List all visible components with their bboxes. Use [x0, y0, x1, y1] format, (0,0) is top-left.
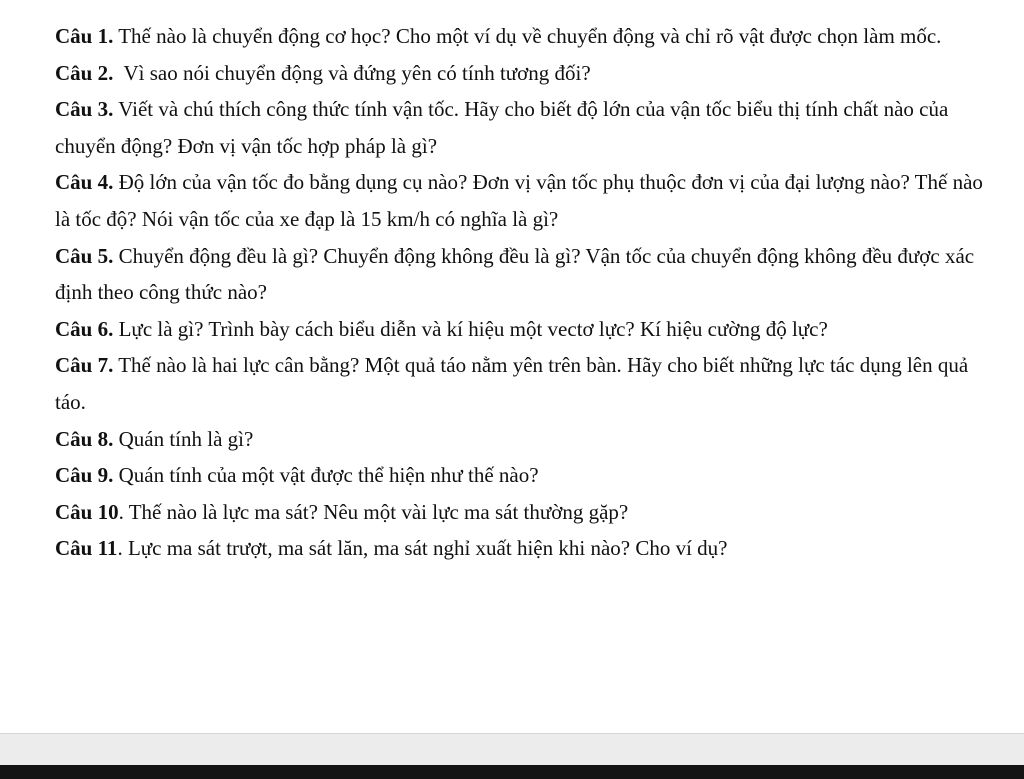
- question-text: . Thế nào là lực ma sát? Nêu một vài lực ma sát thường gặp?: [118, 499, 629, 524]
- question-text: Quán tính của một vật được thể hiện như thế nào?: [113, 463, 539, 488]
- question-7: [55, 347, 995, 420]
- question-list: [55, 18, 995, 567]
- question-label: Câu 5.: [55, 243, 114, 268]
- question-9: [55, 457, 995, 494]
- question-text: Độ lớn của vận tốc đo bằng dụng cụ nào? Đơn vị vận tốc phụ thuộc đơn vị của đại lượng nào? Thế nào là tốc độ? Nói vận tốc của xe đạp là 15 km/h có nghĩa là gì?: [55, 170, 983, 231]
- question-label: Câu 8.: [55, 426, 114, 451]
- page-gap: [0, 733, 1024, 766]
- question-text: Viết và chú thích công thức tính vận tốc. Hãy cho biết độ lớn của vận tốc biểu thị tính chất nào của chuyển động? Đơn vị vận tốc hợp pháp là gì?: [55, 97, 949, 158]
- question-11: [55, 530, 995, 567]
- question-4: [55, 164, 995, 237]
- question-label: Câu 4.: [55, 170, 114, 195]
- question-8: [55, 421, 995, 458]
- question-text: Thế nào là chuyển động cơ học? Cho một ví dụ về chuyển động và chỉ rõ vật được chọn làm mốc.: [113, 24, 942, 48]
- question-5: [55, 238, 995, 311]
- question-1: [55, 18, 995, 55]
- question-text: Vì sao nói chuyển động và đứng yên có tính tương đối?: [113, 60, 591, 85]
- question-text: Chuyển động đều là gì? Chuyển động không đều là gì? Vận tốc của chuyển động không đều được xác định theo công thức nào?: [55, 243, 975, 305]
- question-text: . Lực ma sát trượt, ma sát lăn, ma sát nghỉ xuất hiện khi nào? Cho ví dụ?: [117, 536, 728, 561]
- question-text: Quán tính là gì?: [113, 426, 254, 451]
- question-6: [55, 311, 995, 348]
- question-label: Câu 10: [55, 499, 119, 524]
- question-text: Thế nào là hai lực cân bằng? Một quả táo nằm yên trên bàn. Hãy cho biết những lực tác dụng lên quả táo.: [55, 353, 969, 414]
- question-label: Câu 7.: [55, 353, 114, 378]
- question-2: [55, 55, 995, 92]
- bottom-bar: [0, 765, 1024, 779]
- question-3: [55, 91, 995, 164]
- question-label: Câu 6.: [55, 316, 114, 341]
- question-label: Câu 1.: [55, 24, 114, 48]
- question-label: Câu 3.: [55, 97, 114, 122]
- question-label: Câu 9.: [55, 463, 114, 488]
- question-10: [55, 494, 995, 531]
- question-label: Câu 2.: [55, 60, 114, 85]
- question-label: Câu 11: [55, 536, 118, 561]
- question-text: Lực là gì? Trình bày cách biểu diễn và kí hiệu một vectơ lực? Kí hiệu cường độ lực?: [113, 316, 828, 341]
